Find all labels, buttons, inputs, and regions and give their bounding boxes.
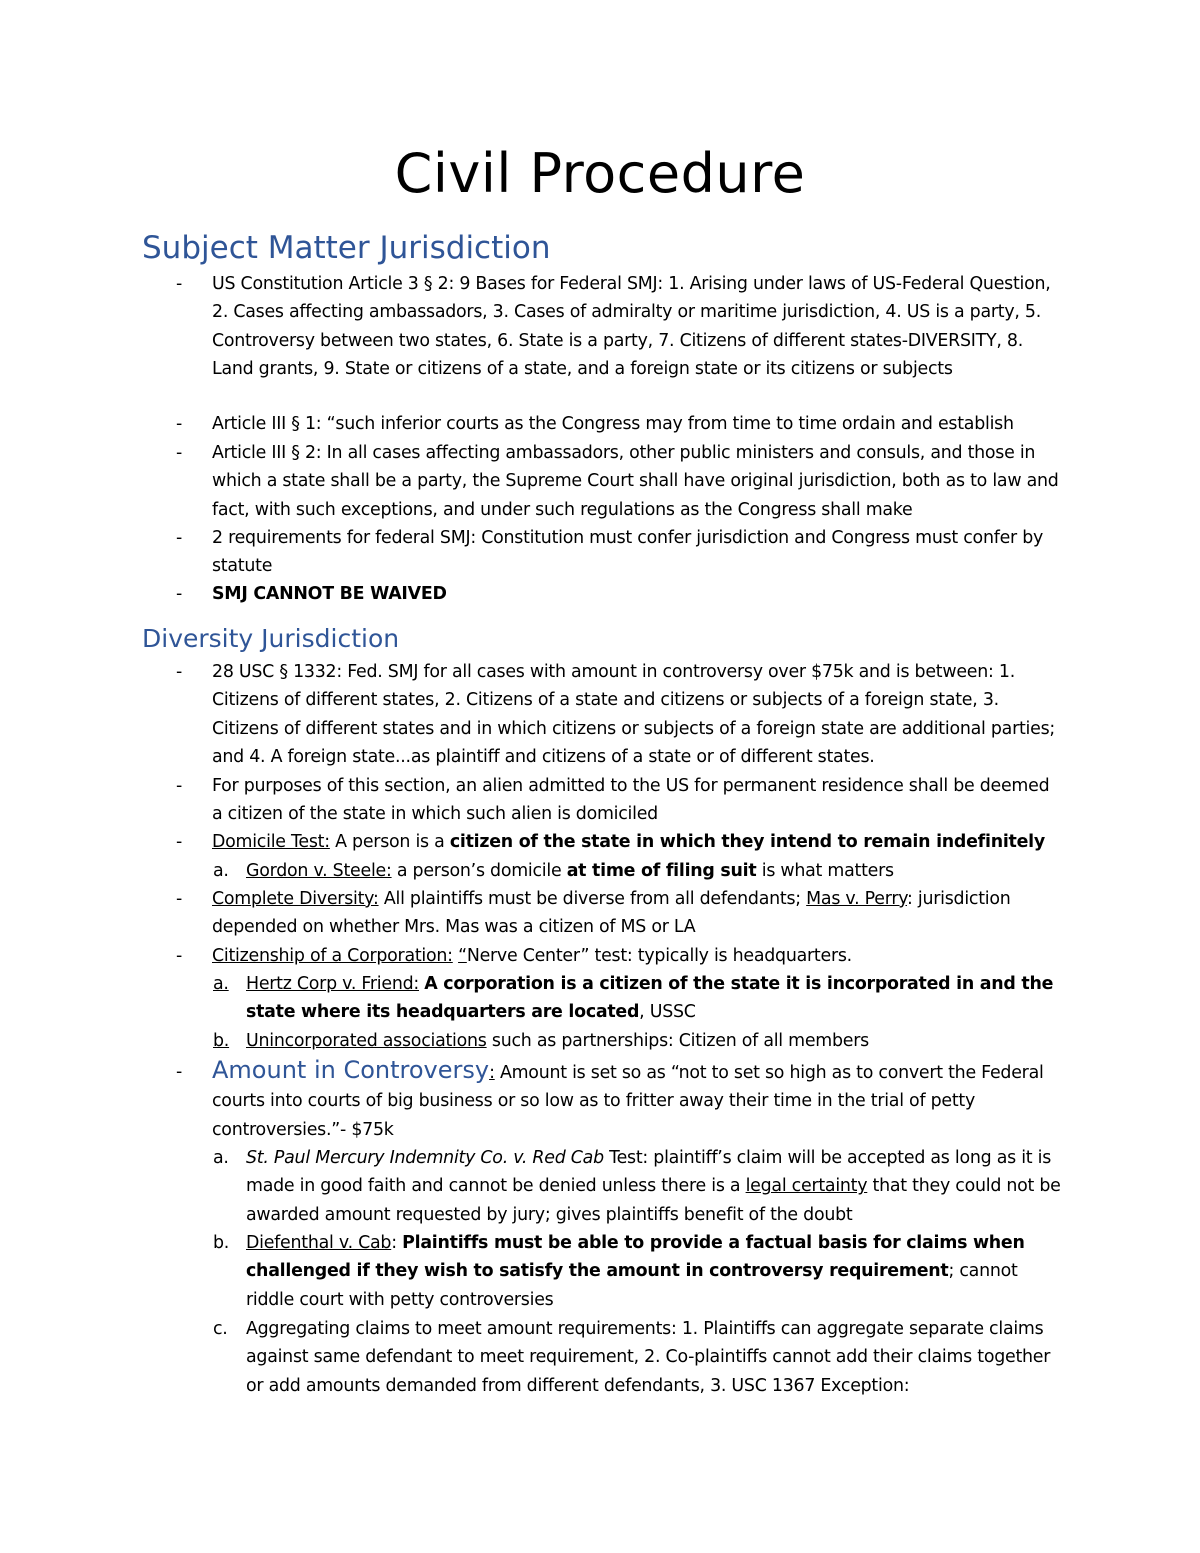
item-text: a person’s domicile	[391, 861, 567, 881]
item-text: For purposes of this section, an alien admitted to the US for permanent residence shall be deemed a citizen of the state in which such alien is domiciled	[212, 776, 1050, 825]
item-text: ; cannot riddle court with petty controversies	[246, 1261, 1018, 1310]
list-marker: -	[176, 443, 183, 463]
list-marker: -	[176, 414, 183, 434]
item-label: Complete Diversity:	[212, 889, 379, 909]
heading-diversity-jurisdiction: Diversity Jurisdiction	[142, 624, 400, 653]
sub-list-item	[213, 1144, 1062, 1229]
item-text: Article III § 1: “such inferior courts as the Congress may from time to time ordain and establish	[212, 414, 1014, 434]
item-text: is what matters	[756, 861, 894, 881]
list-item	[176, 942, 1062, 970]
list-marker: b.	[213, 1031, 230, 1051]
item-text: : jurisdiction depended on whether Mrs. Mas was a citizen of MS or LA	[212, 889, 1011, 938]
list-marker: a.	[213, 861, 229, 881]
item-text: 2 requirements for federal SMJ: Constitution must confer jurisdiction and Congress must confer by statute	[212, 528, 1044, 577]
item-text-bold: Plaintiffs must be able to provide a factual basis for claims when challenged if they wish to satisfy the amount in controversy requirement	[246, 1233, 1025, 1282]
inline-heading-amount-in-controversy: Amount in Controversy	[212, 1056, 490, 1084]
item-text: Aggregating claims to meet amount requirements: 1. Plaintiffs can aggregate separate claims against same defendant to meet requirement, 2. Co-plaintiffs cannot add their claims together or add amounts demanded from different defendants, 3. USC 1367 Exception:	[246, 1319, 1051, 1396]
list-item	[176, 658, 1062, 772]
list-marker: b.	[213, 1233, 230, 1253]
list-item	[176, 828, 1062, 856]
list-marker: -	[176, 946, 183, 966]
item-text: A person is a	[329, 832, 450, 852]
list-item	[176, 1056, 1062, 1144]
list-item	[176, 524, 1062, 581]
sub-list-item	[213, 1315, 1062, 1400]
item-text-bold: SMJ CANNOT BE WAIVED	[212, 584, 447, 604]
item-text: that they could not be awarded amount requested by jury; gives plaintiffs benefit of the doubt	[246, 1176, 1061, 1225]
item-text-bold: A corporation is a citizen of the state it is incorporated in and the state where its headquarters are located	[246, 974, 1054, 1023]
case-name: St. Paul Mercury Indemnity Co. v. Red Cab	[246, 1148, 604, 1168]
list-item	[176, 885, 1062, 942]
item-label: Citizenship of a Corporation:	[212, 946, 453, 966]
list-item	[176, 772, 1062, 829]
list-marker: -	[176, 528, 183, 548]
item-text-bold: at time of filing suit	[566, 861, 757, 881]
list-marker: c.	[213, 1319, 228, 1339]
item-text: Nerve Center” test: typically is headquarters.	[466, 946, 852, 966]
item-label: Domicile Test:	[212, 832, 330, 852]
list-marker: -	[176, 832, 183, 852]
list-item	[176, 439, 1062, 524]
item-text: All plaintiffs must be diverse from all defendants;	[378, 889, 807, 909]
sub-list-item	[213, 970, 1062, 1027]
item-text: :	[391, 1233, 403, 1253]
list-marker: -	[176, 889, 183, 909]
list-item	[176, 270, 1062, 384]
underlined-term: legal certainty	[745, 1176, 868, 1197]
case-name: Mas v. Perry	[806, 889, 907, 909]
list-marker: -	[176, 662, 183, 682]
quote-mark: “	[458, 946, 467, 966]
sub-list-item	[213, 1229, 1062, 1314]
document-title: Civil Procedure	[394, 142, 806, 205]
case-name: Gordon v. Steele:	[246, 861, 392, 881]
item-text: Amount is set so as “not to set so high as to convert the Federal courts into courts of big business or so low as to fritter away their time in the trial of petty controversies.”- $75k	[212, 1063, 1044, 1140]
list-item	[176, 580, 1062, 608]
item-text: such as partnerships: Citizen of all members	[486, 1031, 869, 1051]
list-marker: -	[176, 776, 183, 796]
item-text: , USSC	[639, 1002, 696, 1023]
item-text: Article III § 2: In all cases affecting ambassadors, other public ministers and consuls, and those in which a state shall be a party, the Supreme Court shall have original jurisdiction, both as to law and fact, with such exceptions, and under such regulations as the Congress shall make	[212, 443, 1059, 520]
case-name: Diefenthal v. Cab	[246, 1233, 392, 1253]
item-text-bold: citizen of the state in which they intend to remain indefinitely	[449, 832, 1045, 852]
list-marker: a.	[213, 974, 229, 994]
list-item	[176, 410, 1062, 438]
item-text: Test: plaintiff’s claim will be accepted as long as it is made in good faith and cannot be denied unless there is a	[246, 1148, 1052, 1197]
list-marker: -	[176, 1062, 183, 1082]
sub-list-item	[213, 1027, 1062, 1055]
item-text: US Constitution Article 3 § 2: 9 Bases for Federal SMJ: 1. Arising under laws of US-Federal Question, 2. Cases affecting ambassadors, 3. Cases of admiralty or maritime jurisdiction, 4. US is a party, 5. Controversy between two states, 6. State is a party, 7. Citizens of different states-DIVERSITY, 8. Land grants, 9. State or citizens of a state, and a foreign state or its citizens or subjects	[212, 274, 1051, 380]
heading-subject-matter-jurisdiction: Subject Matter Jurisdiction	[142, 230, 551, 266]
list-marker: a.	[213, 1148, 229, 1168]
sub-list-item	[213, 857, 1062, 885]
item-label: Unincorporated associations	[246, 1031, 487, 1051]
list-marker: -	[176, 584, 183, 604]
list-marker: -	[176, 274, 183, 294]
item-text: 28 USC § 1332: Fed. SMJ for all cases with amount in controversy over $75k and is between: 1. Citizens of different states, 2. Citizens of a state and citizens or subjects of a foreign state, 3. Citizens of different states and in which citizens or subjects of a foreign state are additional parties; and 4. A foreign state...as plaintiff and citizens of a state or of different states.	[212, 662, 1056, 768]
item-label: :	[489, 1063, 495, 1083]
case-name: Hertz Corp v. Friend:	[246, 974, 419, 994]
